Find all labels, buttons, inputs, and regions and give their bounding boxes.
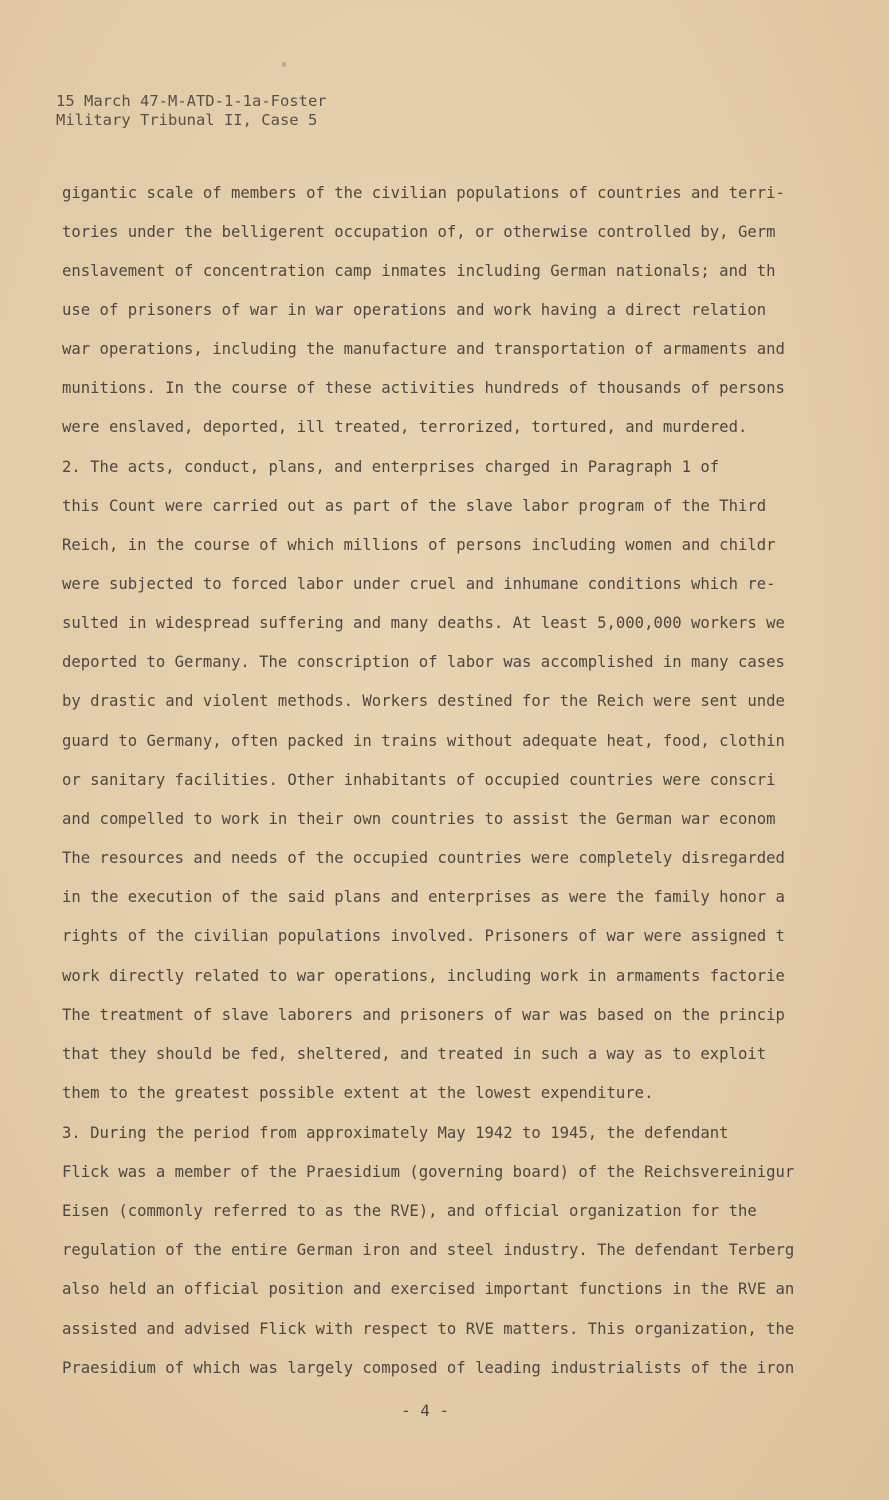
body-line: The resources and needs of the occupied countries were completely disregarded: [62, 849, 785, 867]
body-line: use of prisoners of war in war operations and work having a direct relation: [62, 301, 767, 319]
body-line: in the execution of the said plans and enterprises as were the family honor a: [62, 888, 785, 906]
body-line: work directly related to war operations, including work in armaments factorie: [62, 967, 785, 985]
body-line: by drastic and violent methods. Workers destined for the Reich were sent unde: [62, 692, 785, 710]
header-line-2: Military Tribunal II, Case 5: [56, 111, 318, 129]
body-line: Praesidium of which was largely composed of leading industrialists of the iron: [62, 1359, 795, 1377]
body-line: that they should be fed, sheltered, and treated in such a way as to exploit: [62, 1045, 767, 1063]
body-line: Eisen (commonly referred to as the RVE), and official organization for the: [62, 1202, 757, 1220]
body-line: assisted and advised Flick with respect to RVE matters. This organization, the: [62, 1320, 795, 1338]
body-line: Flick was a member of the Praesidium (governing board) of the Reichsvereinigur: [62, 1163, 795, 1181]
body-line: this Count were carried out as part of the slave labor program of the Third: [62, 497, 767, 515]
body-line: 2. The acts, conduct, plans, and enterprises charged in Paragraph 1 of: [62, 458, 720, 476]
body-line: and compelled to work in their own countries to assist the German war econom: [62, 810, 776, 828]
body-line: were enslaved, deported, ill treated, terrorized, tortured, and murdered.: [62, 418, 748, 436]
body-line: enslavement of concentration camp inmates including German nationals; and th: [62, 262, 776, 280]
header-line-1: 15 March 47-M-ATD-1-1a-Foster: [56, 92, 327, 110]
body-line: regulation of the entire German iron and steel industry. The defendant Terberg: [62, 1241, 795, 1259]
body-line: rights of the civilian populations involved. Prisoners of war were assigned t: [62, 927, 785, 945]
body-line: were subjected to forced labor under cruel and inhumane conditions which re-: [62, 575, 776, 593]
body-line: The treatment of slave laborers and prisoners of war was based on the princip: [62, 1006, 785, 1024]
paper-speck: [282, 62, 286, 67]
body-line: Reich, in the course of which millions of persons including women and childr: [62, 536, 776, 554]
page-number: - 4 -: [401, 1401, 450, 1420]
body-line: 3. During the period from approximately May 1942 to 1945, the defendant: [62, 1124, 729, 1142]
document-header: [56, 92, 327, 130]
body-line: also held an official position and exercised important functions in the RVE an: [62, 1280, 795, 1298]
body-line: deported to Germany. The conscription of labor was accomplished in many cases: [62, 653, 785, 671]
body-line: them to the greatest possible extent at the lowest expenditure.: [62, 1084, 654, 1102]
body-line: war operations, including the manufacture and transportation of armaments and: [62, 340, 785, 358]
body-line: sulted in widespread suffering and many deaths. At least 5,000,000 workers we: [62, 614, 785, 632]
body-line: tories under the belligerent occupation of, or otherwise controlled by, Germ: [62, 223, 776, 241]
body-line: gigantic scale of members of the civilian populations of countries and terri-: [62, 184, 785, 202]
body-line: or sanitary facilities. Other inhabitants of occupied countries were conscri: [62, 771, 776, 789]
body-line: munitions. In the course of these activities hundreds of thousands of persons: [62, 379, 785, 397]
body-line: guard to Germany, often packed in trains without adequate heat, food, clothin: [62, 732, 785, 750]
